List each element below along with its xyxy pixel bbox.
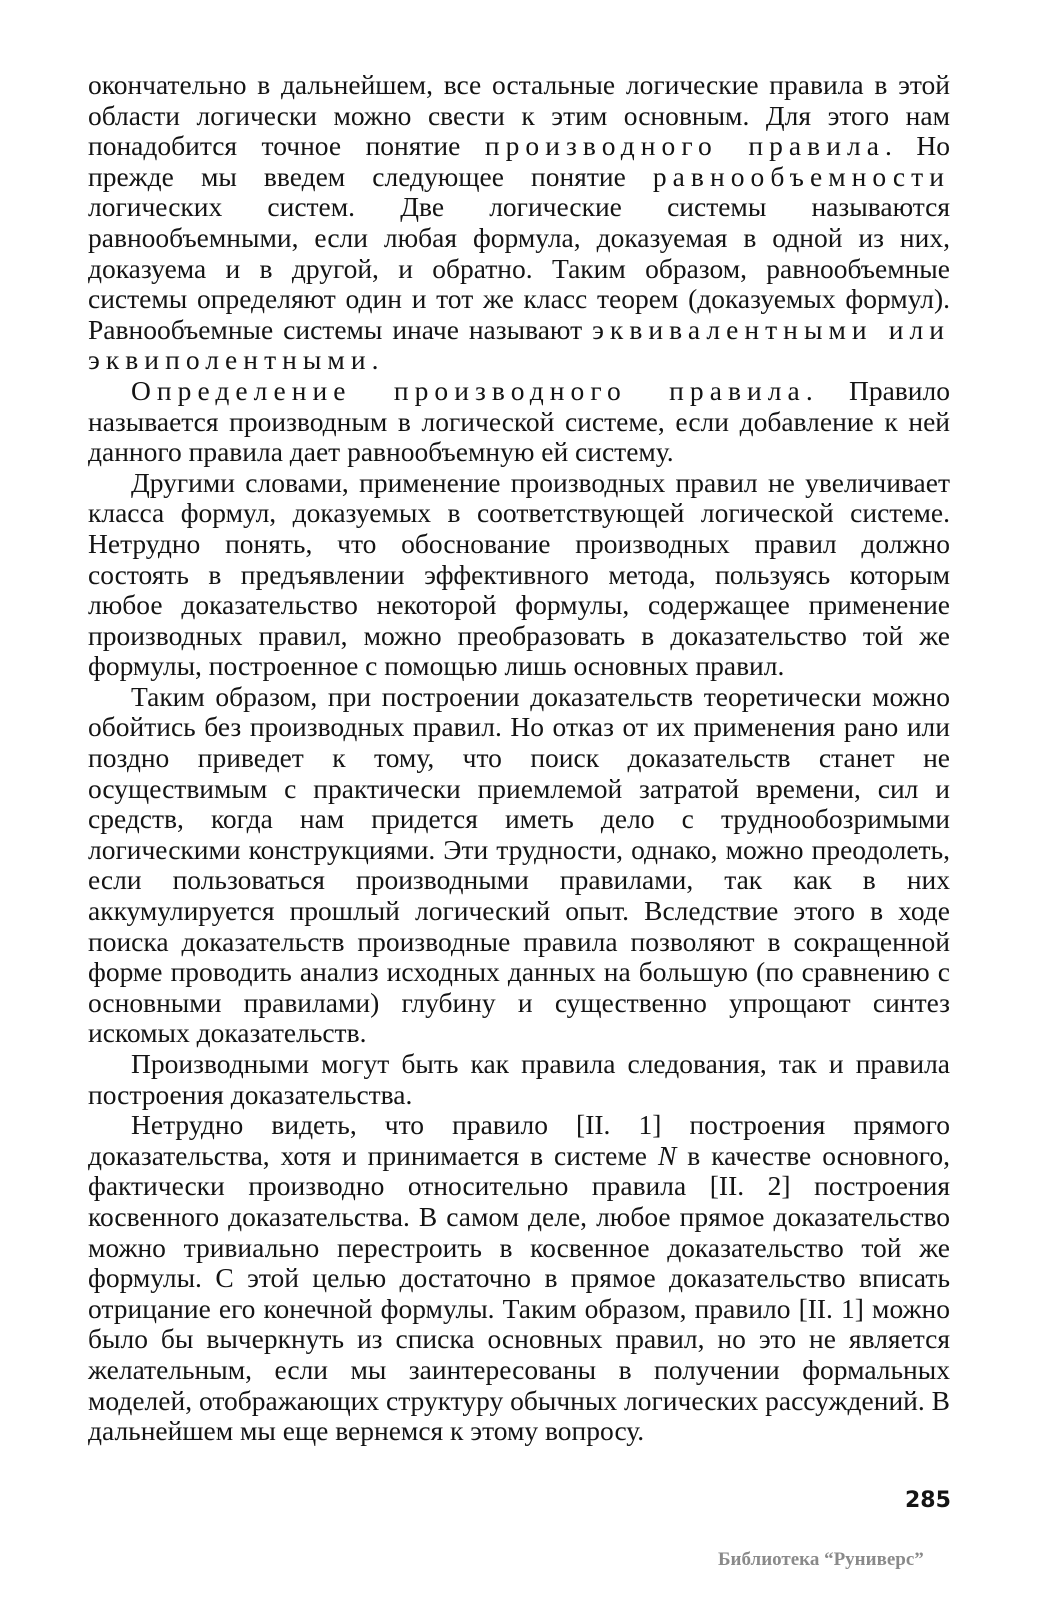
paragraph-4: Таким образом, при построении доказательств теоретически можно обойтись без производных правил. Но отказ от их применения рано или поздно приведет к тому, что поиск доказательств станет не осуществимым с практически приемлемой затратой времени, сил и средств, когда нам придется иметь дело с труднообозримыми логическими конструкциями. Эти трудности, однако, можно преодолеть, если пользоваться производными правилами, так как в них аккумулируется прошлый логический опыт. Вследствие этого в ходе поиска доказательств производные правила позволяют в сокращенной форме проводить анализ исходных данных на большую (по сравнению с основными правилами) глубину и существенно упрощают синтез искомых доказательств. — [88, 680, 950, 1049]
system-n-symbol: N — [657, 1139, 677, 1171]
term-equivalent: эквивалентными — [592, 313, 873, 345]
paragraph-1-text-i: . — [371, 344, 379, 376]
definition-text: . Правило называется производным в логической системе, если добавление к ней данного правила дает равнообъемную ей систему. — [88, 374, 950, 468]
paragraph-6 — [88, 1110, 950, 1447]
paragraph-1-text-g: или — [872, 313, 950, 345]
definition-heading: Определение производного правила — [131, 374, 806, 406]
paragraph-3: Другими словами, применение производных правил не увеличивает класса формул, доказуемых в соответствующей логической системе. Нетрудно понять, что обоснование производных правил должно состоять в предъявлении эффективного метода, пользуясь которым любое доказательство некоторой формулы, содержащее применение производных правил, можно преобразовать в доказательство той же формулы, построенное с помощью лишь основных правил. — [88, 466, 950, 682]
term-equal-volume: равнообъемности — [652, 160, 950, 192]
page-number: 285 — [905, 1488, 951, 1513]
term-derived-rule: производного правила — [484, 130, 885, 162]
paragraph-1-text-c: . Но прежде мы введем следующее понятие — [88, 130, 950, 192]
paragraph-5: Производными могут быть как правила следования, так и правила построения доказательства. — [88, 1048, 950, 1110]
page-body-text — [88, 70, 950, 1447]
paragraph-1-text-a: окончательно в дальнейшем, все остальные логические правила в этой области логически можно свести к этим основным. Для этого нам понадобится точное понятие — [88, 69, 950, 162]
paragraph-1-text-e: логических систем. Две логические системы называются равнообъемными, если любая формула, доказуемая в одной из них, доказуема и в другой, и обратно. Таким образом, равнообъемные системы определяют один и тот же класс теорем (доказуемых формул). Равнообъемные системы иначе называют — [88, 191, 950, 345]
paragraph-2 — [88, 376, 950, 468]
paragraph-6-text-c: в качестве основного, фактически производно относительно правила [II. 2] построения косвенного доказательства. В самом деле, любое прямое доказательство можно тривиально перестроить в косвенное доказательство той же формулы. С этой целью достаточно в прямое доказательство вписать отрицание его конечной формулы. Таким образом, правило [II. 1] можно было бы вычеркнуть из списка основных правил, но это не является желательным, если мы заинтересованы в получении формальных моделей, отображающих структуру обычных логических рассуждений. В дальнейшем мы еще вернемся к этому вопросу. — [88, 1139, 950, 1447]
library-watermark: Библиотека “Руниверс” — [718, 1549, 924, 1570]
paragraph-1 — [88, 70, 950, 376]
paragraph-6-text-a: Нетрудно видеть, что правило [II. 1] построения прямого доказательства, хотя и принимается в системе — [88, 1109, 950, 1171]
term-equipollent: эквиполентными — [88, 344, 372, 376]
